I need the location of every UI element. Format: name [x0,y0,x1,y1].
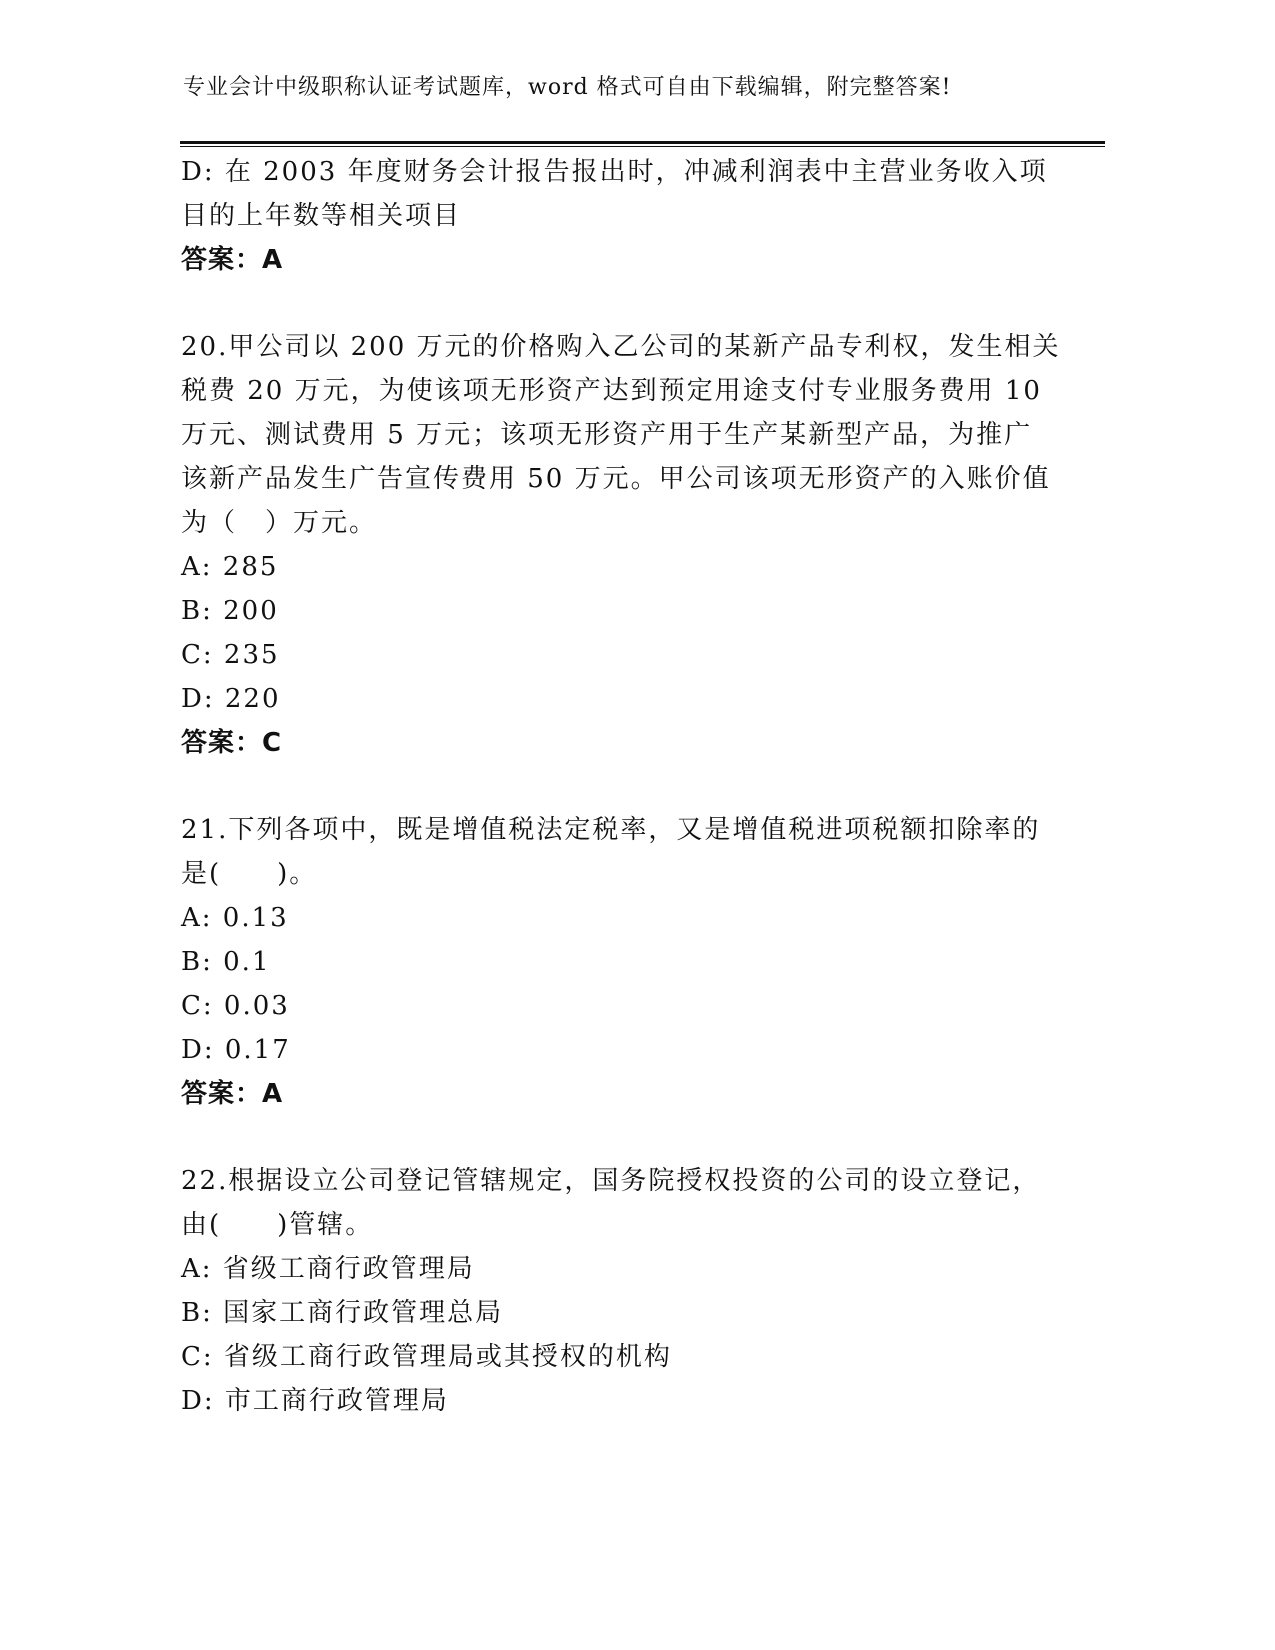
option-c: C: 0.03 [181,991,290,1021]
answer-label: 答案：C [181,728,283,758]
option-d: D: 市工商行政管理局 [181,1386,449,1416]
spacer [181,1116,1031,1159]
option-a: A: 省级工商行政管理局 [181,1254,475,1284]
option-a: A: 285 [181,552,279,582]
header-rule-thick [180,141,1105,144]
option-b: B: 国家工商行政管理总局 [181,1298,504,1328]
question-text: 22.根据设立公司登记管辖规定，国务院授权投资的公司的设立登记， [181,1166,1041,1196]
question-22 [181,1159,1041,1423]
question-text: 21.下列各项中，既是增值税法定税率，又是增值税进项税额扣除率的 [181,815,1041,845]
continued-question [181,150,1048,282]
page-header: 专业会计中级职称认证考试题库，word 格式可自由下载编辑，附完整答案! [183,75,952,100]
question-text: 是( )。 [181,859,318,889]
spacer [181,282,1031,325]
option-b: B: 200 [181,596,279,626]
question-text: 该新产品发生广告宣传费用 50 万元。甲公司该项无形资产的入账价值 [181,464,1051,494]
option-a: A: 0.13 [181,903,289,933]
question-text: 20.甲公司以 200 万元的价格购入乙公司的某新产品专利权，发生相关 [181,332,1061,362]
option-c: C: 省级工商行政管理局或其授权的机构 [181,1342,672,1372]
option-b: B: 0.1 [181,947,271,977]
option-d: D: 在 2003 年度财务会计报告报出时，冲减利润表中主营业务收入项 [181,157,1048,187]
header-rule-thin [180,146,1105,147]
question-20 [181,325,1061,765]
spacer [181,765,1031,808]
question-21 [181,808,1041,1116]
option-d-continued: 目的上年数等相关项目 [181,201,462,231]
question-text: 万元、测试费用 5 万元；该项无形资产用于生产某新型产品，为推广 [181,420,1033,450]
answer-label: 答案：A [181,1079,284,1109]
document-body [181,150,1061,1423]
question-text: 为（ ）万元。 [181,508,378,538]
answer-label: 答案：A [181,245,284,275]
question-text: 税费 20 万元，为使该项无形资产达到预定用途支付专业服务费用 10 [181,376,1042,406]
option-d: D: 0.17 [181,1035,291,1065]
question-text: 由( )管辖。 [181,1210,374,1240]
option-c: C: 235 [181,640,280,670]
option-d: D: 220 [181,684,281,714]
